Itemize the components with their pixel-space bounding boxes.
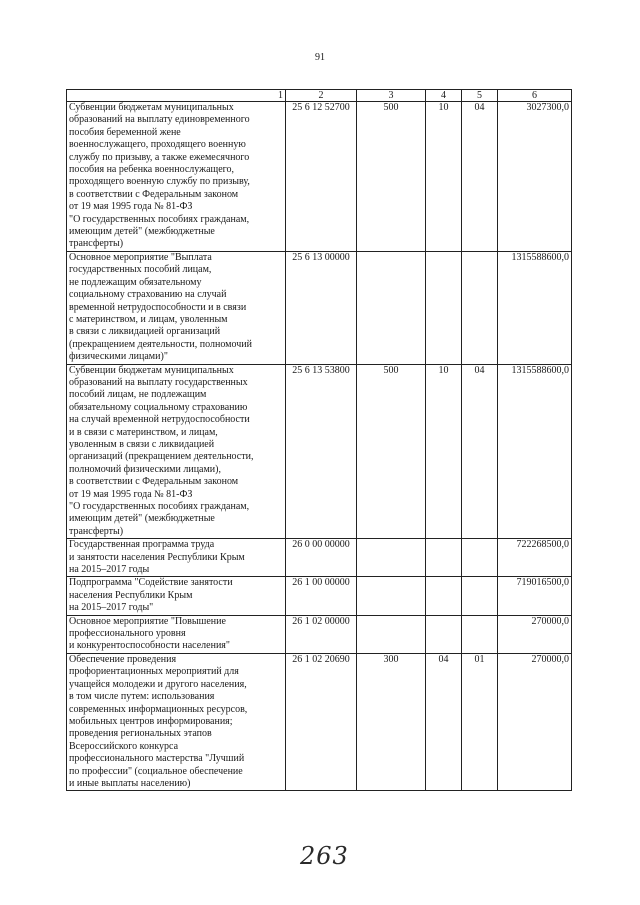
row-code: 25 6 13 53800	[286, 364, 357, 539]
column-header-1: 1	[67, 90, 286, 102]
row-subsection	[462, 577, 498, 615]
row-amount: 270000,0	[498, 653, 572, 790]
row-section	[426, 539, 462, 577]
table-row	[67, 251, 572, 364]
row-code: 26 1 00 00000	[286, 577, 357, 615]
column-header-3: 3	[357, 90, 426, 102]
row-expense-type	[357, 615, 426, 653]
row-amount: 1315588600,0	[498, 251, 572, 364]
table-row	[67, 653, 572, 790]
row-code: 26 0 00 00000	[286, 539, 357, 577]
row-expense-type: 500	[357, 364, 426, 539]
row-amount: 270000,0	[498, 615, 572, 653]
row-name: Основное мероприятие "Повышение профессионального уровня и конкурентоспособности населения"	[67, 615, 286, 653]
row-name: Субвенции бюджетам муниципальных образований на выплату государственных пособий лицам, не подлежащим обязательному социальному страхованию на случай временной нетрудоспособности и в связи с материнством, и лицам, уволенным в связи с ликвидацией организаций (прекращением деятельности, полномочий физическими лицами), в соответствии с Федеральным законом от 19 мая 1995 года № 81-ФЗ "О государственных пособиях гражданам, имеющим детей" (межбюджетные трансферты)	[67, 364, 286, 539]
row-name: Государственная программа труда и занятости населения Республики Крым на 2015–2017 годы	[67, 539, 286, 577]
row-subsection	[462, 251, 498, 364]
row-expense-type: 300	[357, 653, 426, 790]
table-row	[67, 102, 572, 252]
row-code: 25 6 13 00000	[286, 251, 357, 364]
row-amount: 3027300,0	[498, 102, 572, 252]
table-row	[67, 615, 572, 653]
row-subsection: 04	[462, 102, 498, 252]
column-header-2: 2	[286, 90, 357, 102]
row-expense-type	[357, 539, 426, 577]
row-section: 04	[426, 653, 462, 790]
row-section: 10	[426, 102, 462, 252]
row-name: Субвенции бюджетам муниципальных образований на выплату единовременного пособия беременной жене военнослужащего, проходящего военную службу по призыву, а также ежемесячного пособия на ребенка военнослужащего, проходящего военную службу по призыву, в соответствии с Федеральным законом от 19 мая 1995 года № 81-ФЗ "О государственных пособиях гражданам, имеющим детей" (межбюджетные трансферты)	[67, 102, 286, 252]
row-name: Обеспечение проведения профориентационных мероприятий для учащейся молодежи и другого населения, в том числе путем: использования современных информационных ресурсов, мобильных центров информирования; проведения региональных этапов Всероссийского конкурса профессионального мастерства "Лучший по профессии" (социальное обеспечение и иные выплаты населению)	[67, 653, 286, 790]
row-expense-type	[357, 251, 426, 364]
row-section	[426, 251, 462, 364]
table-row	[67, 577, 572, 615]
row-section: 10	[426, 364, 462, 539]
row-section	[426, 577, 462, 615]
row-subsection	[462, 539, 498, 577]
row-expense-type: 500	[357, 102, 426, 252]
row-name: Подпрограмма "Содействие занятости населения Республики Крым на 2015–2017 годы"	[67, 577, 286, 615]
column-header-5: 5	[462, 90, 498, 102]
column-header-4: 4	[426, 90, 462, 102]
row-amount: 719016500,0	[498, 577, 572, 615]
column-header-6: 6	[498, 90, 572, 102]
budget-table	[66, 89, 572, 791]
row-code: 25 6 12 52700	[286, 102, 357, 252]
row-expense-type	[357, 577, 426, 615]
row-amount: 722268500,0	[498, 539, 572, 577]
row-amount: 1315588600,0	[498, 364, 572, 539]
handwritten-page-number: 263	[300, 842, 349, 870]
table-header-row	[67, 90, 572, 102]
row-code: 26 1 02 00000	[286, 615, 357, 653]
table-row	[67, 539, 572, 577]
row-name: Основное мероприятие "Выплата государственных пособий лицам, не подлежащим обязательному социальному страхованию на случай временной нетрудоспособности и в связи с материнством, и лицам, уволенным в связи с ликвидацией организаций (прекращением деятельности, полномочий физическими лицами)"	[67, 251, 286, 364]
row-code: 26 1 02 20690	[286, 653, 357, 790]
row-subsection	[462, 615, 498, 653]
table-row	[67, 364, 572, 539]
page-number: 91	[315, 52, 325, 63]
row-subsection: 04	[462, 364, 498, 539]
row-subsection: 01	[462, 653, 498, 790]
row-section	[426, 615, 462, 653]
